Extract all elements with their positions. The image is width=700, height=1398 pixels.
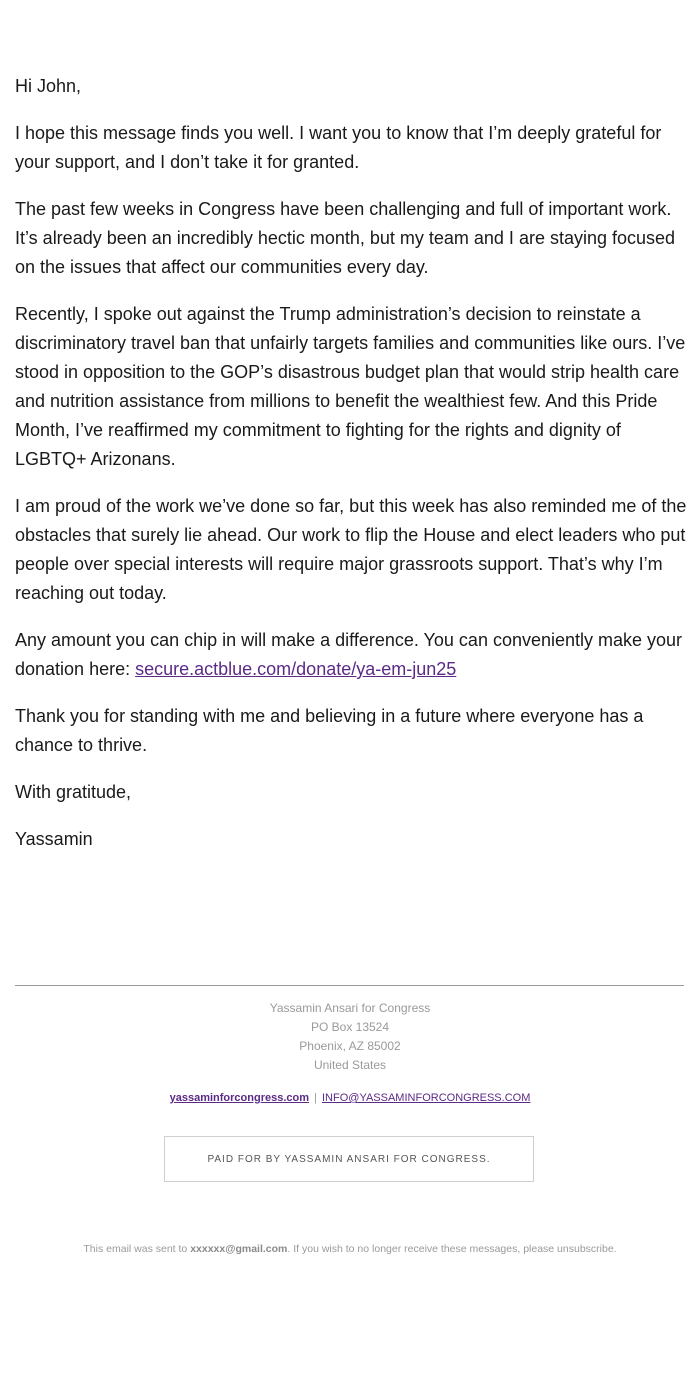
email-body xyxy=(15,72,690,872)
paragraph-gratitude: I hope this message finds you well. I want you to know that I’m deeply grateful for your support, and I don’t take it for granted. xyxy=(15,123,662,172)
paragraph-thanks: Thank you for standing with me and believing in a future where everyone has a chance to thrive. xyxy=(15,706,644,755)
contact-email-link[interactable]: INFO@YASSAMINFORCONGRESS.COM xyxy=(322,1092,531,1104)
donate-text: Any amount you can chip in will make a difference. You can conveniently make your donation here: xyxy=(15,630,683,679)
address-org: Yassamin Ansari for Congress xyxy=(269,1001,431,1015)
mailing-address xyxy=(0,999,700,1075)
note-prefix: This email was sent to xyxy=(83,1243,191,1255)
footer-links xyxy=(0,1089,700,1107)
donate-link[interactable]: secure.actblue.com/donate/ya-em-jun25 xyxy=(135,659,457,679)
address-po-box: PO Box 13524 xyxy=(310,1020,390,1034)
address-city: Phoenix, AZ 85002 xyxy=(299,1039,401,1053)
paragraph-recent-actions: Recently, I spoke out against the Trump administration’s decision to reinstate a discriminatory travel ban that unfairly targets families and communities like ours. I’ve stood in opposition to the GOP’s disastrous budget plan that would strip health care and nutrition assistance from millions to benefit the wealthiest few. And this Pride Month, I’ve reaffirmed my commitment to fighting for the rights and dignity of LGBTQ+ Arizonans. xyxy=(15,304,686,469)
greeting: Hi John, xyxy=(15,76,82,96)
unsubscribe-note xyxy=(0,1241,700,1257)
paragraph-donate xyxy=(15,626,690,684)
paid-for-disclaimer xyxy=(164,1136,534,1182)
paragraph-appeal: I am proud of the work we’ve done so far, but this week has also reminded me of the obstacles that surely lie ahead. Our work to flip the House and elect leaders who put people over special interests will require major grassroots support. That’s why I’m reaching out today. xyxy=(15,496,687,603)
signature: Yassamin xyxy=(15,829,93,849)
website-link[interactable]: yassaminforcongress.com xyxy=(169,1092,310,1104)
paragraph-congress-update: The past few weeks in Congress have been challenging and full of important work. It’s already been an incredibly hectic month, but my team and I are staying focused on the issues that affect our communities every day. xyxy=(15,199,676,277)
recipient-email: xxxxxx@gmail.com xyxy=(190,1243,288,1255)
footer-divider xyxy=(15,985,684,986)
note-suffix[interactable]: . If you wish to no longer receive these messages, please unsubscribe. xyxy=(287,1243,617,1255)
signoff: With gratitude, xyxy=(15,782,132,802)
link-separator: | xyxy=(314,1092,317,1104)
address-country: United States xyxy=(313,1058,387,1072)
paid-for-text: PAID FOR BY YASSAMIN ANSARI FOR CONGRESS. xyxy=(207,1153,491,1165)
